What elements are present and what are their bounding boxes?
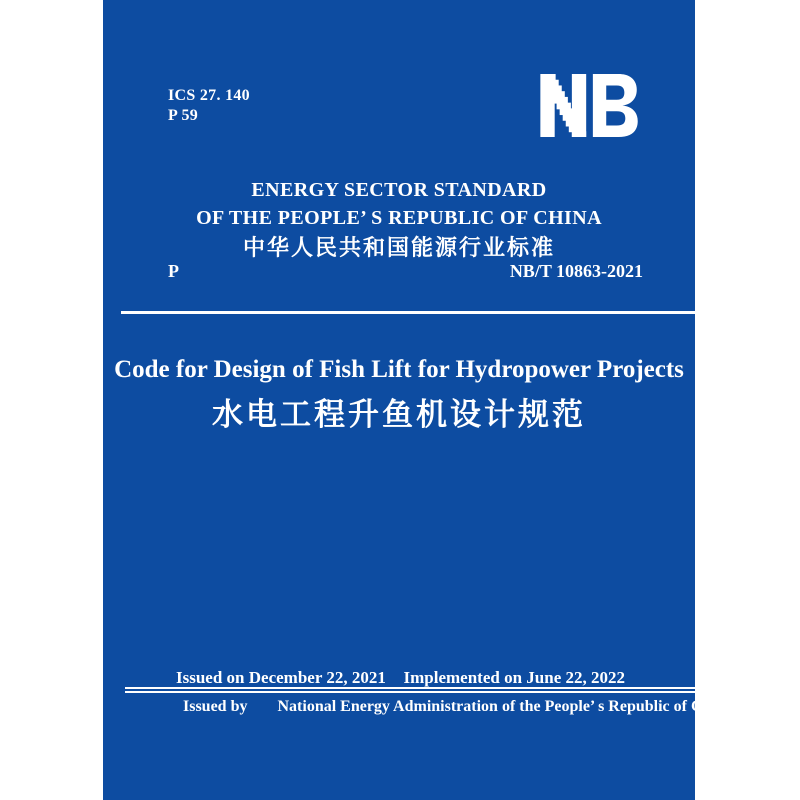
standard-name-block [103, 176, 695, 263]
header-rule [121, 311, 695, 314]
category-code: P [168, 261, 179, 281]
standard-name-en-line2: OF THE PEOPLE’ S REPUBLIC OF CHINA [196, 207, 602, 229]
classification-code: P 59 [168, 107, 199, 124]
ics-code: ICS 27. 140 [168, 87, 250, 104]
implemented-date: Implemented on June 22, 2022 [403, 668, 625, 687]
number-row [168, 261, 643, 282]
issued-by-authority: National Energy Administration of the People’ s Republic of China [277, 698, 733, 715]
standard-name-en-line1: ENERGY SECTOR STANDARD [251, 179, 547, 201]
issued-by-label: Issued by [183, 698, 248, 715]
title-english: Code for Design of Fish Lift for Hydropower Projects [114, 356, 684, 383]
issued-by-row [183, 698, 733, 716]
nb-logo-icon [539, 74, 641, 137]
dates-row [176, 668, 625, 688]
standard-number: NB/T 10863-2021 [509, 261, 643, 281]
title-chinese: 水电工程升鱼机设计规范 [212, 397, 586, 432]
ics-classification-block [168, 86, 250, 126]
footer-double-rule [125, 687, 695, 693]
standard-cover [103, 0, 733, 800]
issued-date: Issued on December 22, 2021 [176, 668, 386, 687]
standard-name-cn: 中华人民共和国能源行业标准 [242, 235, 555, 260]
